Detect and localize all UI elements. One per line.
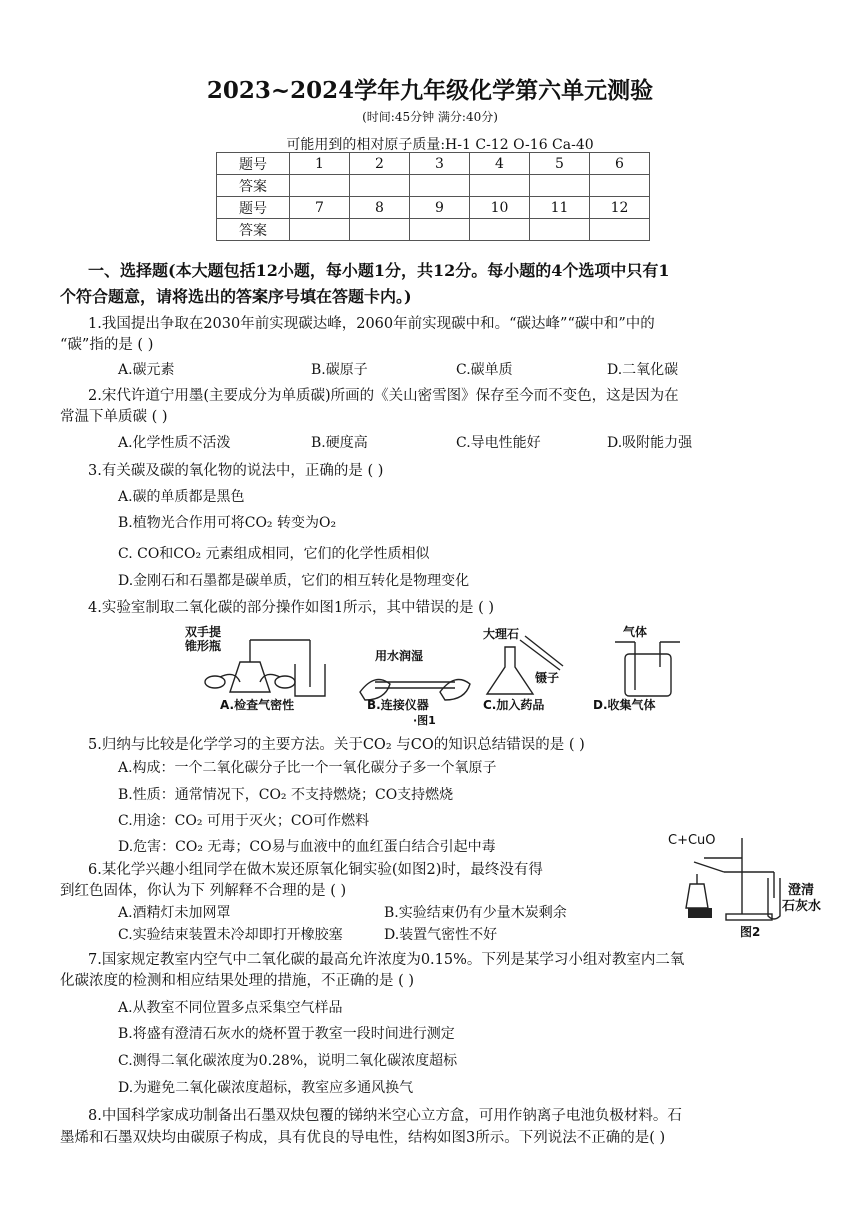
- question-7-cont: 化碳浓度的检测和相应结果处理的措施，不正确的是 ( ): [60, 973, 415, 989]
- figure-label: 气体: [623, 625, 648, 639]
- question-6-cont: 到红色固体，你认为下 列解释不合理的是 ( ): [60, 883, 347, 899]
- figure-1: [175, 622, 705, 730]
- option-b[interactable]: B.实验结束仍有少量木炭剩余: [384, 905, 567, 921]
- option-d[interactable]: D.装置气密性不好: [384, 927, 498, 943]
- figure-label: C+CuO: [668, 833, 716, 848]
- table-row: [217, 197, 650, 219]
- option-d[interactable]: D.为避免二氧化碳浓度超标，教室应多通风换气: [118, 1080, 414, 1096]
- answer-cell[interactable]: [350, 219, 410, 241]
- option-b[interactable]: B.碳原子: [311, 362, 368, 378]
- option-a[interactable]: A.碳的单质都是黑色: [118, 489, 245, 505]
- figure-label: 大理石: [483, 627, 520, 641]
- option-a[interactable]: A.碳元素: [118, 362, 175, 378]
- option-a[interactable]: A.酒精灯未加网罩: [118, 905, 231, 921]
- table-row: [217, 153, 650, 175]
- figure-2: [664, 828, 840, 940]
- burner-base: [688, 908, 712, 918]
- answer-cell[interactable]: [290, 175, 350, 197]
- figure-1c-apparatus: [487, 636, 563, 694]
- figure-1b-apparatus: [360, 680, 470, 701]
- figure-label: 用水润湿: [375, 649, 424, 663]
- question-6: 6.某化学兴趣小组同学在做木炭还原氧化铜实验(如图2)时，最终没有得: [88, 862, 543, 878]
- option-d[interactable]: D.二氧化碳: [607, 362, 679, 378]
- option-a[interactable]: A.化学性质不活泼: [118, 435, 231, 451]
- table-cell: 7: [290, 197, 350, 219]
- option-c[interactable]: C.测得二氧化碳浓度为0.28%，说明二氧化碳浓度超标: [118, 1053, 458, 1069]
- figure-label: 石灰水: [782, 899, 822, 914]
- option-b[interactable]: B.植物光合作用可将CO₂ 转变为O₂: [118, 515, 337, 531]
- table-cell: 11: [530, 197, 590, 219]
- section-heading: 一、选择题(本大题包括12小题，每小题1分，共12分。每小题的4个选项中只有1: [88, 261, 670, 280]
- figure-label: 镊子: [535, 671, 560, 685]
- table-cell: 题号: [217, 197, 290, 219]
- option-c[interactable]: C.用途：CO₂ 可用于灭火；CO可作燃料: [118, 813, 370, 829]
- option-b[interactable]: B.将盛有澄清石灰水的烧杯置于教室一段时间进行测定: [118, 1026, 455, 1042]
- answer-cell[interactable]: [530, 175, 590, 197]
- question-2-cont: 常温下单质碳 ( ): [60, 409, 168, 425]
- table-cell: 答案: [217, 175, 290, 197]
- question-4: 4.实验室制取二氧化碳的部分操作如图1所示，其中错误的是 ( ): [88, 600, 495, 616]
- figure-number: 图2: [740, 925, 761, 939]
- option-c[interactable]: C.实验结束装置未冷却即打开橡胶塞: [118, 927, 343, 943]
- atomic-mass-note: 可能用到的相对原子质量:H-1 C-12 O-16 Ca-40: [286, 137, 594, 153]
- exam-time-score: (时间:45分钟 满分:40分): [362, 110, 498, 124]
- figure-label: 锥形瓶: [185, 639, 222, 653]
- table-cell: 8: [350, 197, 410, 219]
- table-cell: 1: [290, 153, 350, 175]
- figure-caption: A.检查气密性: [220, 698, 295, 712]
- figure-caption: D.收集气体: [593, 698, 656, 712]
- answer-cell[interactable]: [590, 175, 650, 197]
- figure-number: ·图1: [413, 714, 436, 727]
- table-cell: 9: [410, 197, 470, 219]
- figure-caption: B.连接仪器: [367, 698, 429, 712]
- page-title: 2023~2024学年九年级化学第六单元测验: [206, 77, 654, 104]
- answer-cell[interactable]: [350, 175, 410, 197]
- question-8-cont: 墨烯和石墨双炔均由碳原子构成，具有优良的导电性，结构如图3所示。下列说法不正确的是( ): [60, 1130, 666, 1146]
- section-heading-cont: 个符合题意，请将选出的答案序号填在答题卡内。): [60, 287, 412, 306]
- figure-label: 双手提: [185, 625, 222, 639]
- figure-caption: C.加入药品: [483, 698, 545, 712]
- table-cell: 题号: [217, 153, 290, 175]
- option-c[interactable]: C.导电性能好: [456, 435, 541, 451]
- answer-cell[interactable]: [470, 219, 530, 241]
- option-a[interactable]: A.构成：一个二氧化碳分子比一个一氧化碳分子多一个氧原子: [118, 760, 497, 776]
- table-cell: 6: [590, 153, 650, 175]
- option-c[interactable]: C.碳单质: [456, 362, 513, 378]
- question-1-cont: “碳”指的是 ( ): [60, 337, 154, 353]
- question-2: 2.宋代许道宁用墨(主要成分为单质碳)所画的《关山密雪图》保存至今而不变色，这是因为在: [88, 388, 679, 404]
- table-cell: 5: [530, 153, 590, 175]
- table-cell: 答案: [217, 219, 290, 241]
- question-7: 7.国家规定教室内空气中二氧化碳的最高允许浓度为0.15%。下列是某学习小组对教室内二氧: [88, 952, 685, 968]
- question-8: 8.中国科学家成功制备出石墨双炔包覆的锑纳米空心立方盒，可用作钠离子电池负极材料。石: [88, 1108, 682, 1124]
- answer-cell[interactable]: [410, 219, 470, 241]
- table-row: [217, 219, 650, 241]
- option-c[interactable]: C. CO和CO₂ 元素组成相同，它们的化学性质相似: [118, 546, 430, 562]
- question-3: 3.有关碳及碳的氧化物的说法中，正确的是 ( ): [88, 463, 384, 479]
- table-cell: 2: [350, 153, 410, 175]
- option-b[interactable]: B.性质：通常情况下，CO₂ 不支持燃烧；CO支持燃烧: [118, 787, 454, 803]
- answer-table: [216, 152, 650, 241]
- question-5: 5.归纳与比较是化学学习的主要方法。关于CO₂ 与CO的知识总结错误的是 ( ): [88, 737, 585, 753]
- option-b[interactable]: B.硬度高: [311, 435, 368, 451]
- option-a[interactable]: A.从教室不同位置多点采集空气样品: [118, 1000, 343, 1016]
- figure-1d-apparatus: [615, 642, 680, 696]
- answer-cell[interactable]: [590, 219, 650, 241]
- option-d[interactable]: D.吸附能力强: [607, 435, 693, 451]
- table-cell: 10: [470, 197, 530, 219]
- answer-cell[interactable]: [530, 219, 590, 241]
- answer-cell[interactable]: [290, 219, 350, 241]
- table-row: [217, 175, 650, 197]
- figure-label: 澄清: [788, 883, 815, 898]
- answer-cell[interactable]: [470, 175, 530, 197]
- option-d[interactable]: D.金刚石和石墨都是碳单质，它们的相互转化是物理变化: [118, 573, 470, 589]
- table-cell: 12: [590, 197, 650, 219]
- figure-2-apparatus: [686, 838, 780, 920]
- table-cell: 3: [410, 153, 470, 175]
- question-1: 1.我国提出争取在2030年前实现碳达峰，2060年前实现碳中和。“碳达峰”“碳中和”中的: [88, 316, 655, 332]
- option-d[interactable]: D.危害：CO₂ 无毒；CO易与血液中的血红蛋白结合引起中毒: [118, 839, 496, 855]
- table-cell: 4: [470, 153, 530, 175]
- figure-1a-apparatus: [205, 640, 325, 696]
- answer-cell[interactable]: [410, 175, 470, 197]
